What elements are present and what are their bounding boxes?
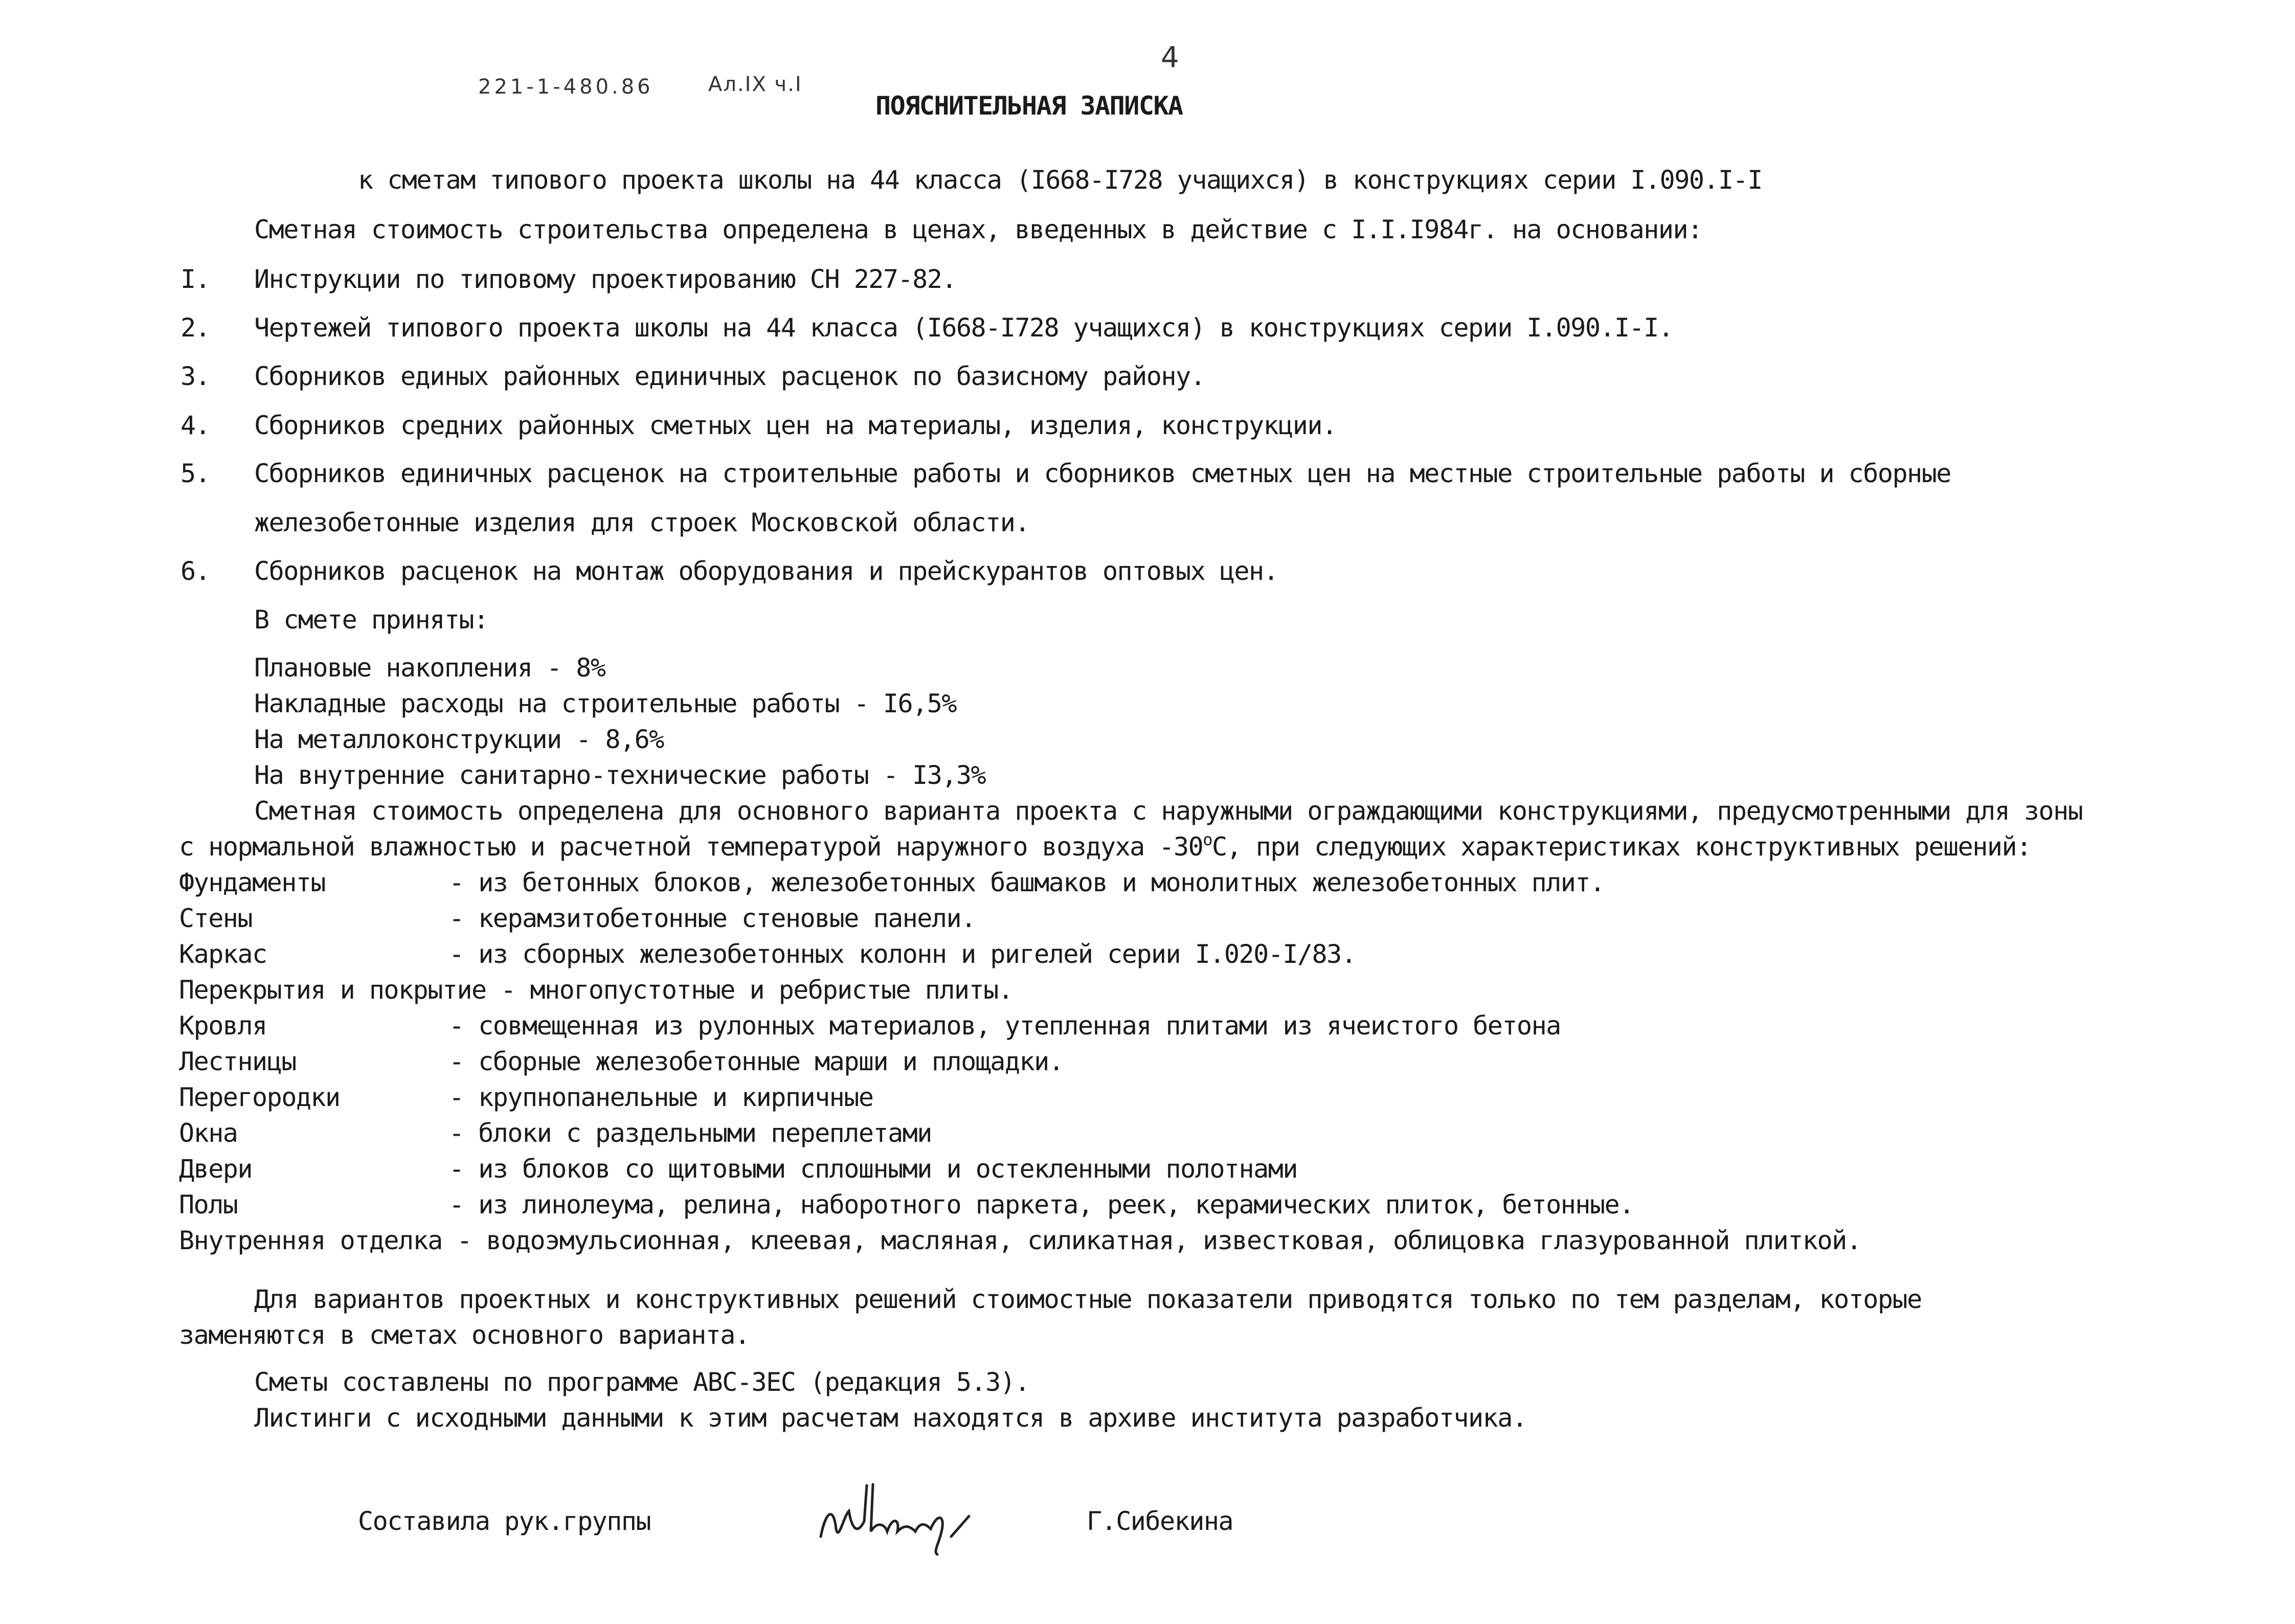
list-item: Сборников единичных расценок на строительные работы и сборников сметных цен на местные строительные работы и сборные (254, 459, 1951, 488)
list-item: Инструкции по типовому проектированию СН 227-82. (254, 264, 956, 294)
accepted-item: На металлоконструкции - 8,6% (254, 725, 664, 754)
handwritten-signature (816, 1480, 1010, 1563)
characteristic-label: Фундаменты (179, 868, 326, 897)
signature-role: Составила рук.группы (358, 1506, 651, 1536)
cost-text: С, при следующих характеристиках конструктивных решений: (1211, 832, 2031, 862)
program-note: Сметы составлены по программе АВС-ЗЕС (редакция 5.3). (254, 1367, 1029, 1397)
album-mark: Ал.IX ч.I (708, 73, 802, 96)
list-item: Сборников единых районных единичных расценок по базисному району. (254, 362, 1205, 391)
list-item: Сборников расценок на монтаж оборудования и прейскурантов оптовых цен. (254, 556, 1278, 586)
characteristic-label: Лестницы (179, 1047, 296, 1076)
intro-text: Сметная стоимость строительства определена в ценах, введенных в действие с I.I.I984г. на основании: (254, 215, 1702, 244)
cost-text: с нормальной влажностью и расчетной температурой наружного воздуха -30 (179, 832, 1203, 862)
list-item: Чертежей типового проекта школы на 44 класса (I668-I728 учащихся) в конструкциях серии I.090.I-I. (254, 313, 1673, 343)
characteristic-value: - из линолеума, релина, наборотного паркета, реек, керамических плиток, бетонные. (449, 1190, 1634, 1220)
characteristic-label: Двери (179, 1154, 253, 1184)
accepted-item: Накладные расходы на строительные работы - I6,5% (254, 689, 956, 718)
characteristic-label: Перегородки (179, 1082, 340, 1112)
characteristic-value: - керамзитобетонные стеновые панели. (449, 904, 976, 933)
page-title: ПОЯСНИТЕЛЬНАЯ ЗАПИСКА (875, 91, 1183, 121)
list-item-number: 5. (181, 459, 210, 488)
characteristic-value: - из сборных железобетонных колонн и ригелей серии I.020-I/83. (449, 939, 1356, 969)
characteristic-label: Полы (179, 1190, 238, 1220)
variants-paragraph-line: Для вариантов проектных и конструктивных решений стоимостные показатели приводятся только по тем разделам, которые (254, 1284, 1922, 1314)
characteristic-value: - из блоков со щитовыми сплошными и остекленными полотнами (449, 1154, 1297, 1184)
cost-paragraph-line: Сметная стоимость определена для основного варианта проекта с наружными ограждающими конструкциями, предусмотренными для зоны (254, 796, 2083, 826)
characteristic-label: Внутренняя отделка - водоэмульсионная, клеевая, масляная, силикатная, известковая, облицовка глазурованной плиткой. (179, 1226, 1861, 1255)
characteristic-value: - сборные железобетонные марши и площадки. (449, 1047, 1064, 1076)
characteristic-label: Стены (179, 904, 253, 933)
characteristic-label: Перекрытия и покрытие - многопустотные и ребристые плиты. (179, 975, 1013, 1005)
list-item: Сборников средних районных сметных цен на материалы, изделия, конструкции. (254, 411, 1337, 440)
archive-note: Листинги с исходными данными к этим расчетам находятся в архиве института разработчика. (254, 1403, 1527, 1433)
list-item-number: 2. (181, 313, 210, 343)
characteristic-value: - совмещенная из рулонных материалов, утепленная плитами из ячеистого бетона (449, 1011, 1561, 1041)
page-number: 4 (1161, 41, 1182, 74)
signature-name: Г.Сибекина (1087, 1506, 1233, 1536)
list-item-number: I. (181, 264, 210, 294)
list-item-number: 3. (181, 362, 210, 391)
cost-paragraph-line (179, 830, 2031, 862)
accepted-item: Плановые накопления - 8% (254, 653, 605, 683)
characteristic-label: Окна (179, 1118, 238, 1148)
accepted-heading: В смете приняты: (254, 605, 488, 635)
degree-sup: о (1203, 830, 1212, 849)
variants-paragraph-line: заменяются в сметах основного варианта. (179, 1320, 750, 1350)
list-item-number: 4. (181, 411, 210, 440)
list-item-number: 6. (181, 556, 210, 586)
document-code: 221-1-480.86 (478, 75, 654, 99)
list-item-continuation: железобетонные изделия для строек Московской области. (254, 508, 1029, 537)
characteristic-label: Каркас (179, 939, 267, 969)
characteristic-label: Кровля (179, 1011, 267, 1041)
characteristic-value: - из бетонных блоков, железобетонных башмаков и монолитных железобетонных плит. (449, 868, 1605, 897)
characteristic-value: - блоки с раздельными переплетами (449, 1118, 932, 1148)
characteristic-value: - крупнопанельные и кирпичные (449, 1082, 873, 1112)
subtitle: к сметам типового проекта школы на 44 класса (I668-I728 учащихся) в конструкциях серии I.090.I-I (358, 165, 1762, 195)
accepted-item: На внутренние санитарно-технические работы - I3,3% (254, 760, 986, 790)
signature-scribble (816, 1480, 1010, 1557)
